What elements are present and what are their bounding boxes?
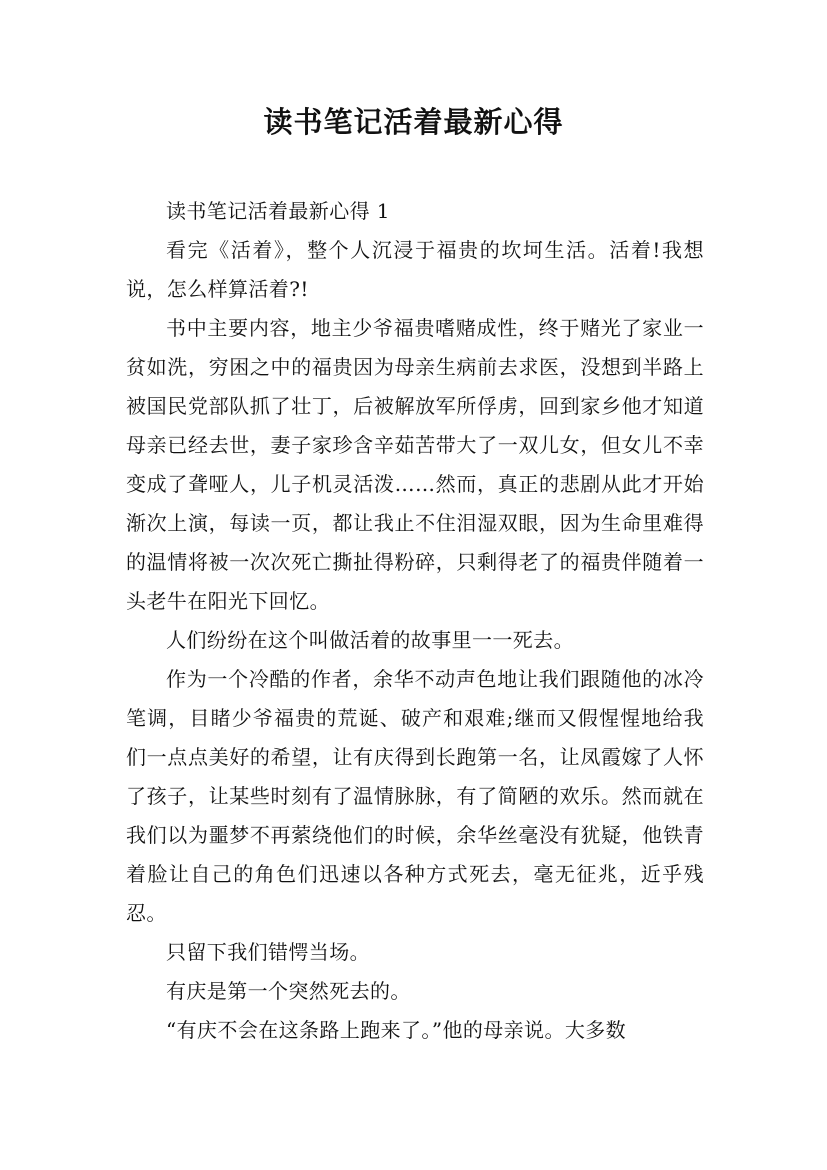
section-heading: 读书笔记活着最新心得 1 bbox=[166, 199, 390, 223]
document-title: 读书笔记活着最新心得 bbox=[263, 105, 564, 139]
document-body bbox=[126, 192, 704, 1050]
paragraph: 人们纷纷在这个叫做活着的故事里一一死去。 bbox=[166, 628, 574, 652]
paragraph: 只留下我们错愕当场。 bbox=[166, 940, 370, 964]
paragraph: 书中主要内容，地主少爷福贵嗜赌成性，终于赌光了家业一贫如洗，穷困之中的福贵因为母亲生病前去求医，没想到半路上被国民党部队抓了壮丁，后被解放军所俘虏，回到家乡他才知道母亲已经去世，妻子家珍含辛茹苦带大了一双儿女，但女儿不幸变成了聋哑人，儿子机灵活泼……然而，真正的悲剧从此才开始渐次上演，每读一页，都让我止不住泪湿双眼，因为生命里难得的温情将被一次次死亡撕扯得粉碎，只剩得老了的福贵伴随着一头老牛在阳光下回忆。 bbox=[126, 316, 704, 613]
paragraph: 作为一个冷酷的作者，余华不动声色地让我们跟随他的冰冷笔调，目睹少爷福贵的荒诞、破产和艰难;继而又假惺惺地给我们一点点美好的希望，让有庆得到长跑第一名，让凤霞嫁了人怀了孩子，让某些时刻有了温情脉脉，有了简陋的欢乐。然而就在我们以为噩梦不再萦绕他们的时候，余华丝毫没有犹疑，他铁青着脸让自己的角色们迅速以各种方式死去，毫无征兆，近乎残忍。 bbox=[126, 667, 704, 925]
paragraph: 有庆是第一个突然死去的。 bbox=[166, 979, 411, 1003]
paragraph: “有庆不会在这条路上跑来了。”他的母亲说。大多数 bbox=[166, 1018, 627, 1042]
paragraph: 看完《活着》，整个人沉浸于福贵的坎坷生活。活着!我想说，怎么样算活着?! bbox=[126, 238, 704, 301]
